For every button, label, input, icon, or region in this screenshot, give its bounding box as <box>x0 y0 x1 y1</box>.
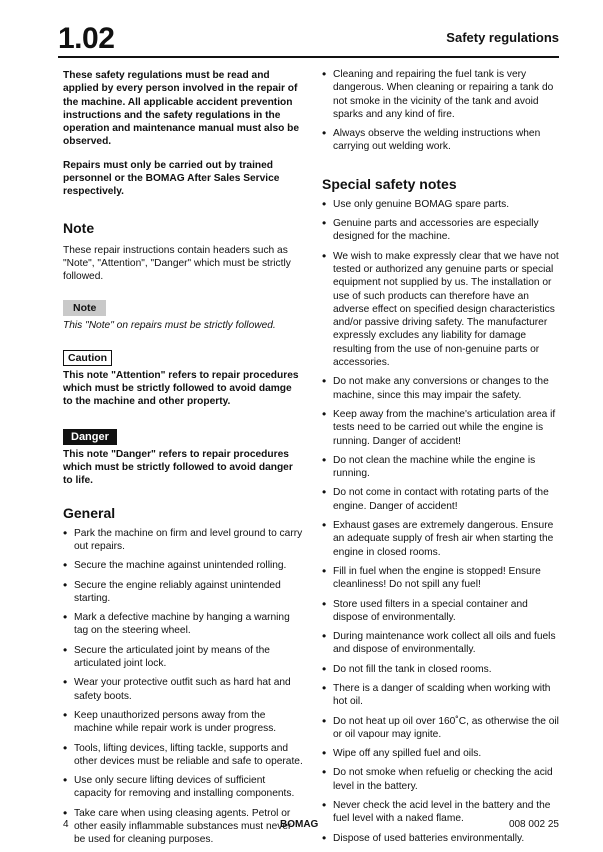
list-item: • Wear your protective outfit such as hard hat and safety boots. <box>63 676 303 703</box>
intro-paragraph-1: These safety regulations must be read and applied by every person involved in the repair of the machine. All applicable accident prevention instructions and the safety regulations in the operation and maintenance manual must also be observed. <box>63 70 300 148</box>
fuel-welding-list <box>322 68 562 154</box>
list-item: • Park the machine on firm and level ground to carry out repairs. <box>63 527 303 554</box>
list-item: • Secure the articulated joint by means of the articulated joint lock. <box>63 644 303 671</box>
list-item: • During maintenance work collect all oils and fuels and dispose of environmentally. <box>322 630 562 657</box>
document-number: 008 002 25 <box>508 819 559 830</box>
list-item: • Store used filters in a special container and dispose of environmentally. <box>322 598 562 625</box>
section-title: Safety regulations <box>446 30 559 45</box>
list-item: • Use only genuine BOMAG spare parts. <box>322 198 562 211</box>
list-item: • Dispose of used batteries environmentally. <box>322 832 562 845</box>
general-list <box>63 527 303 847</box>
list-item: • Mark a defective machine by hanging a warning tag on the steering wheel. <box>63 611 303 638</box>
list-item: • Wipe off any spilled fuel and oils. <box>322 747 562 760</box>
note-heading: Note <box>63 219 95 236</box>
list-item: • Cleaning and repairing the fuel tank is very dangerous. When cleaning or repairing a tank do not smoke in the vicinity of the tank and avoid sparks and any kind of fire. <box>322 68 562 121</box>
list-item: • Do not make any conversions or changes to the machine, since this may impair the safety. <box>322 375 562 402</box>
danger-label-box: Danger <box>63 429 117 445</box>
list-item: • Do not fill the tank in closed rooms. <box>322 663 562 676</box>
list-item: • Keep away from the machine's articulation area if tests need to be carried out while the engine is running. Danger of accident! <box>322 408 562 448</box>
list-item: • Secure the machine against unintended rolling. <box>63 559 303 572</box>
list-item: • Never check the acid level in the battery and the fuel level with a naked flame. <box>322 799 562 826</box>
list-item: • Genuine parts and accessories are especially designed for the machine. <box>322 217 562 244</box>
right-column <box>322 68 562 845</box>
danger-text: This note "Danger" refers to repair procedures which must be strictly followed to avoid danger to life. <box>63 448 293 487</box>
caution-box-wrap <box>63 348 303 366</box>
intro-paragraph-2: Repairs must only be carried out by trained personnel or the BOMAG After Sales Service respectively. <box>63 159 280 198</box>
list-item: • Always observe the welding instructions when carrying out welding work. <box>322 127 562 154</box>
list-item: • There is a danger of scalding when working with hot oil. <box>322 682 562 709</box>
page-number: 4 <box>63 819 69 830</box>
note-box-wrap <box>63 298 303 316</box>
list-item: • Do not smoke when refuelig or checking the acid level in the battery. <box>322 766 562 793</box>
note-label-box: Note <box>63 300 106 316</box>
list-item: • Tools, lifting devices, lifting tackle, supports and other devices must be reliable and safe to operate. <box>63 742 303 769</box>
special-safety-heading: Special safety notes <box>322 175 457 192</box>
note-text: This "Note" on repairs must be strictly followed. <box>63 319 276 331</box>
list-item: • Take care when using cleasing agents. Petrol or other easily inflammable substances must never be used for cleaning purposes. <box>63 807 303 847</box>
list-item: • We wish to make expressly clear that we have not tested or authorized any genuine parts or special equipment not supplied by us. The installation or use of such products can therefore have an adverse effect on specified design characteristics and/or passive driving safety. The manufacturer expressly excludes any liability for damage resulting from the use of non-genuine parts or accessories. <box>322 250 562 370</box>
left-column <box>63 68 303 847</box>
special-safety-list <box>322 198 562 845</box>
general-heading: General <box>63 504 116 521</box>
danger-box-wrap <box>63 427 303 445</box>
list-item: • Do not come in contact with rotating parts of the engine. Danger of accident! <box>322 486 562 513</box>
list-item: • Fill in fuel when the engine is stopped! Ensure cleanliness! Do not spill any fuel! <box>322 565 562 592</box>
header-rule <box>58 56 559 58</box>
list-item: • Secure the engine reliably against unintended starting. <box>63 579 303 606</box>
footer-brand: BOMAG <box>280 819 319 830</box>
note-intro-text: These repair instructions contain headers such as "Note", "Attention", "Danger" which must be strictly followed. <box>63 244 291 283</box>
list-item: • Use only secure lifting devices of sufficient capacity for removing and installing components. <box>63 774 303 801</box>
list-item: • Do not clean the machine while the engine is running. <box>322 454 562 481</box>
section-number: 1.02 <box>58 22 115 55</box>
list-item: • Do not heat up oil over 160˚C, as otherwise the oil or oil vapour may ignite. <box>322 715 562 742</box>
list-item: • Keep unauthorized persons away from the machine while repair work is under progress. <box>63 709 303 736</box>
caution-label-box: Caution <box>63 350 112 366</box>
list-item: • Exhaust gases are extremely dangerous. Ensure an adequate supply of fresh air when starting the engine in closed rooms. <box>322 519 562 559</box>
caution-text: This note "Attention" refers to repair procedures which must be strictly followed to avoid damge to the machine and other property. <box>63 369 299 408</box>
